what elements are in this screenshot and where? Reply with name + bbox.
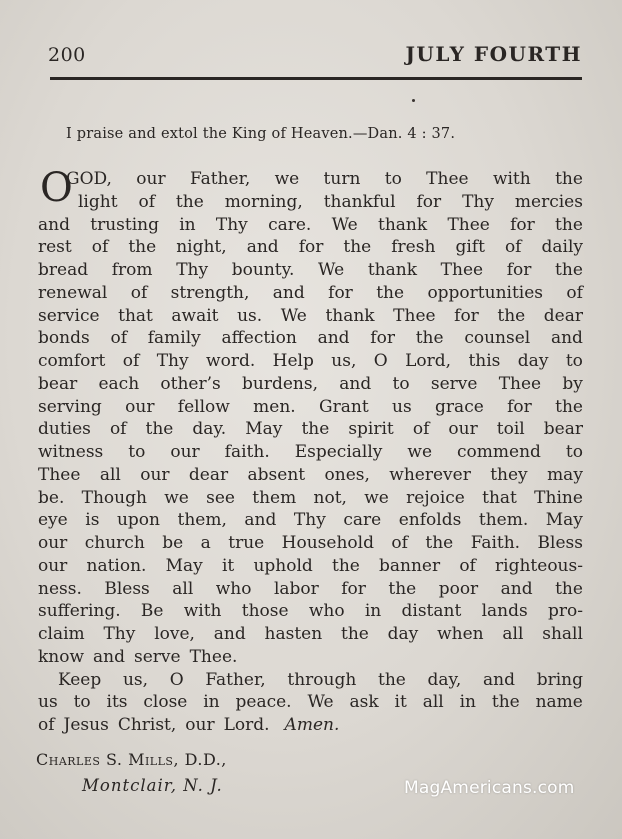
prayer-word: our — [38, 533, 68, 553]
prayer-word: and — [339, 373, 372, 394]
prayer-word: for — [454, 305, 479, 326]
prayer-word: fresh — [391, 237, 436, 258]
prayer-word: word. — [206, 351, 256, 371]
prayer-word: of — [130, 282, 148, 303]
prayer-word: love, — [154, 624, 195, 644]
prayer-word: family — [147, 328, 201, 349]
prayer-word: enfolds — [398, 510, 462, 531]
prayer-word: poor — [438, 578, 479, 599]
prayer-word: to — [128, 442, 146, 462]
prayer-word: for — [328, 282, 353, 303]
prayer-word: to — [565, 351, 583, 371]
prayer-word: when — [437, 624, 484, 644]
prayer-word: church — [84, 533, 145, 553]
prayer-word: We — [331, 214, 358, 235]
prayer-word: Christ, — [117, 715, 177, 735]
prayer-line — [38, 555, 583, 578]
prayer-word: daily — [541, 237, 583, 258]
prayer-word: Thine — [534, 487, 583, 508]
prayer-word: true — [228, 533, 265, 553]
prayer-word: all — [99, 464, 121, 485]
prayer-word: of — [138, 191, 155, 212]
prayer-word: May — [245, 419, 283, 440]
prayer-word: Thee — [447, 214, 490, 235]
prayer-word: spirit — [348, 419, 394, 440]
prayer-word: the — [331, 555, 360, 576]
prayer-word: turn — [323, 169, 361, 189]
prayer-word: be. — [38, 487, 65, 508]
prayer-word: Father, — [189, 169, 251, 189]
prayer-word: serving — [38, 396, 102, 417]
prayer-word: to — [565, 442, 583, 462]
prayer-word: Thy — [293, 510, 326, 531]
prayer-word: Thy — [156, 351, 189, 371]
prayer-word: of — [91, 237, 109, 258]
prayer-word: to — [73, 692, 91, 713]
prayer-word: of — [109, 419, 127, 440]
prayer-word: this — [468, 351, 501, 371]
prayer-word: close — [143, 692, 188, 713]
prayer-word: for — [298, 237, 324, 258]
prayer-word: a — [200, 533, 211, 553]
prayer-word: the — [555, 578, 583, 599]
prayer-word: We — [318, 260, 345, 280]
prayer-word: the — [491, 692, 520, 713]
prayer-word: the — [415, 328, 444, 349]
prayer-word: and — [93, 646, 126, 667]
prayer-word: Though — [81, 487, 147, 508]
prayer-word: ask — [349, 692, 379, 713]
prayer-word: our — [185, 715, 215, 735]
prayer-word: day, — [427, 669, 462, 690]
prayer-word: renewal — [38, 282, 108, 303]
prayer-word: eye — [38, 510, 68, 531]
prayer-line — [38, 191, 583, 214]
prayer-word: of — [110, 328, 127, 349]
prayer-word: and — [246, 237, 279, 258]
prayer-word: for — [416, 191, 442, 212]
prayer-word: Grant — [319, 396, 369, 417]
prayer-word: bring — [536, 669, 583, 690]
prayer-word: We — [280, 305, 307, 326]
prayer-word: Bless — [104, 578, 150, 599]
prayer-word: service — [38, 305, 100, 326]
prayer-line — [38, 487, 583, 510]
prayer-word: ness. — [38, 578, 82, 599]
prayer-word: the — [425, 533, 454, 553]
prayer-word: bread — [38, 260, 89, 280]
prayer-word: Lord, — [405, 351, 452, 371]
prayer-word: bear — [38, 373, 78, 394]
prayer-word: the — [145, 419, 174, 440]
prayer-word: of — [38, 715, 55, 735]
prayer-word: the — [388, 578, 417, 599]
prayer-word: the — [301, 419, 330, 440]
prayer-word: for — [370, 328, 395, 349]
prayer-line — [38, 236, 583, 259]
prayer-word: Thy — [215, 214, 248, 235]
prayer-word: in — [179, 214, 196, 235]
prayer-word: Faith. — [470, 533, 521, 553]
prayer-word: who — [215, 578, 252, 599]
prayer-word: the — [497, 305, 526, 326]
prayer-word: them — [252, 487, 297, 508]
prayer-word: in — [203, 692, 220, 713]
prayer-word: counsel — [464, 328, 531, 349]
prayer-word: We — [307, 692, 334, 713]
prayer-word: the — [175, 191, 204, 212]
prayer-word: lands — [481, 601, 528, 622]
prayer-word: Thee. — [189, 646, 238, 667]
prayer-line — [38, 259, 583, 282]
prayer-word: thankful — [323, 191, 396, 212]
prayer-word: name — [535, 692, 583, 713]
prayer-line — [38, 646, 583, 669]
epigraph: I praise and extol the King of Heaven.—Dan. 4 : 37. — [66, 126, 456, 142]
prayer-word: us — [38, 692, 58, 713]
prayer-word: absent — [247, 464, 306, 485]
prayer-word: May — [165, 555, 203, 576]
prayer-word: to — [384, 169, 402, 189]
prayer-word: day — [517, 351, 549, 371]
prayer-word: rejoice — [406, 487, 465, 508]
prayer-word: grace — [435, 396, 484, 417]
prayer-word: we — [364, 487, 389, 508]
page-number: 200 — [48, 44, 86, 66]
prayer-word: Thee — [393, 305, 436, 326]
prayer-word: each — [98, 373, 140, 394]
prayer-word: who — [308, 601, 345, 622]
prayer-word: toil — [496, 419, 525, 440]
prayer-word: Thee — [426, 169, 469, 189]
prayer-line — [38, 441, 583, 464]
prayer-word: and — [244, 510, 277, 531]
prayer-word: opportunities — [427, 282, 544, 303]
prayer-word: thank — [378, 214, 428, 235]
prayer-line — [38, 691, 583, 714]
signature-name: Charles S. Mills, D.D., — [36, 750, 227, 769]
prayer-word: Lord. — [223, 715, 270, 735]
prayer-word: Thy — [103, 624, 136, 644]
prayer-word: pro- — [547, 601, 583, 622]
prayer-word: uphold — [253, 555, 313, 576]
prayer-word: Help — [272, 351, 314, 371]
prayer-word: await — [171, 305, 219, 326]
prayer-word: Thy — [176, 260, 209, 280]
prayer-word: all — [422, 692, 444, 713]
prayer-word: may — [547, 464, 583, 485]
prayer-word: thank — [367, 260, 417, 280]
prayer-word: commend — [457, 442, 541, 462]
prayer-word: we — [164, 487, 189, 508]
prayer-word: rest — [38, 237, 72, 258]
prayer-word: distant — [401, 601, 462, 622]
prayer-word: our — [448, 419, 478, 440]
prayer-word: day. — [192, 419, 227, 440]
prayer-word: be — [162, 533, 184, 553]
prayer-word: with — [183, 601, 222, 622]
drop-cap: O — [40, 165, 73, 211]
prayer-line — [38, 623, 583, 646]
prayer-word: peace. — [235, 692, 292, 713]
prayer-word: us. — [237, 305, 263, 326]
prayer-word: righteous- — [495, 555, 583, 576]
prayer-word: we — [274, 169, 300, 189]
prayer-word: the — [343, 237, 372, 258]
prayer-word: other’s — [160, 373, 221, 394]
prayer-word: our — [125, 396, 155, 417]
prayer-line — [38, 532, 583, 555]
prayer-word: Household — [281, 533, 374, 553]
prayer-line — [38, 350, 583, 373]
prayer-word: with — [492, 169, 531, 189]
prayer-word: serve — [430, 373, 478, 394]
prayer-word: comfort — [38, 351, 106, 371]
prayer-word: Thee — [38, 464, 81, 485]
prayer-word: suffering. — [38, 601, 121, 622]
prayer-word: Jesus — [63, 715, 109, 735]
prayer-word: the — [376, 282, 405, 303]
prayer-word: of — [391, 533, 408, 553]
prayer-word: not, — [313, 487, 347, 508]
prayer-word: by — [562, 373, 583, 394]
prayer-word: Keep — [58, 669, 102, 690]
prayer-word: O — [169, 669, 184, 690]
prayer-word: and — [483, 669, 515, 690]
prayer-word: the — [128, 237, 157, 258]
prayer-word: and — [38, 214, 70, 235]
prayer-word: us — [392, 396, 412, 417]
prayer-word: it — [394, 692, 407, 713]
prayer-word: May — [545, 510, 583, 531]
prayer-line — [38, 714, 583, 737]
prayer-word: its — [106, 692, 128, 713]
prayer-word: our — [140, 464, 170, 485]
prayer-word: labor — [273, 578, 319, 599]
prayer-line — [38, 464, 583, 487]
prayer-word: them, — [177, 510, 227, 531]
prayer-word: men. — [253, 396, 296, 417]
prayer-word: know — [38, 646, 85, 667]
prayer-word: that — [118, 305, 153, 326]
prayer-word: wherever — [389, 464, 471, 485]
prayer-word: light — [78, 191, 118, 212]
prayer-body — [38, 165, 583, 737]
prayer-word: of — [504, 237, 522, 258]
prayer-word: the — [341, 624, 369, 644]
prayer-word: nation. — [86, 555, 147, 576]
prayer-word: and — [500, 578, 533, 599]
prayer-word: Thee — [440, 260, 484, 280]
prayer-word: care. — [268, 214, 312, 235]
prayer-line — [38, 282, 583, 305]
prayer-word: Thee — [498, 373, 542, 394]
prayer-word: thank — [325, 305, 375, 326]
prayer-word: us, — [122, 669, 149, 690]
prayer-line — [38, 509, 583, 532]
prayer-word: the — [377, 669, 406, 690]
prayer-word: serve — [134, 646, 181, 667]
prayer-word: we — [407, 442, 433, 462]
prayer-line — [38, 600, 583, 623]
prayer-word: burdens, — [242, 373, 319, 394]
prayer-word: the — [555, 169, 583, 189]
prayer-word: night, — [176, 237, 227, 258]
prayer-word: and — [272, 282, 305, 303]
prayer-word: bonds — [38, 328, 90, 349]
prayer-word: duties — [38, 419, 91, 440]
prayer-word: faith. — [224, 442, 270, 462]
prayer-word: Thy — [462, 191, 494, 212]
prayer-word: hasten — [264, 624, 323, 644]
prayer-word: claim — [38, 624, 85, 644]
prayer-line — [38, 305, 583, 328]
prayer-word: O — [373, 351, 388, 371]
prayer-word: shall — [542, 624, 583, 644]
prayer-word: of — [412, 419, 430, 440]
prayer-word: for — [510, 214, 535, 235]
prayer-word: for — [341, 578, 366, 599]
signature-place: Montclair, N. J. — [82, 776, 223, 795]
prayer-line — [38, 373, 583, 396]
prayer-word: in — [459, 692, 476, 713]
prayer-line — [38, 214, 583, 237]
prayer-word: Be — [140, 601, 164, 622]
prayer-word: our — [38, 555, 68, 576]
prayer-word: trusting — [90, 214, 159, 235]
prayer-word: banner — [379, 555, 441, 576]
prayer-word: Bless — [537, 533, 583, 553]
prayer-word: mercies — [514, 191, 583, 212]
prayer-word: the — [555, 260, 583, 280]
prayer-word: all — [172, 578, 194, 599]
running-head-title: JULY FOURTH — [405, 42, 582, 66]
prayer-word: care — [343, 510, 382, 531]
prayer-word: upon — [116, 510, 160, 531]
prayer-word: Especially — [294, 442, 383, 462]
prayer-line — [38, 168, 583, 191]
prayer-word: fellow — [177, 396, 230, 417]
prayer-word: our — [136, 169, 166, 189]
prayer-word: our — [170, 442, 200, 462]
prayer-line — [38, 669, 583, 692]
prayer-word: bounty. — [231, 260, 295, 280]
prayer-word: gift — [455, 237, 485, 258]
prayer-word: the — [555, 396, 583, 417]
watermark: MagAmericans.com — [404, 778, 575, 798]
prayer-word: ones, — [324, 464, 370, 485]
ink-speck — [412, 99, 415, 102]
prayer-line — [38, 418, 583, 441]
prayer-word: dear — [543, 305, 583, 326]
prayer-word: from — [111, 260, 153, 280]
prayer-word: it — [221, 555, 235, 576]
prayer-word: Father, — [205, 669, 266, 690]
prayer-word: morning, — [224, 191, 303, 212]
prayer-word: is — [85, 510, 100, 531]
prayer-word: to — [392, 373, 410, 394]
prayer-word: day — [387, 624, 419, 644]
prayer-word: through — [287, 669, 357, 690]
prayer-word: and — [317, 328, 350, 349]
prayer-word: all — [502, 624, 524, 644]
prayer-word: for — [507, 396, 532, 417]
prayer-word: affection — [221, 328, 297, 349]
prayer-word: and — [550, 328, 583, 349]
prayer-word: and — [213, 624, 246, 644]
prayer-word: GOD, — [66, 169, 112, 189]
prayer-word: us, — [331, 351, 357, 371]
prayer-word: bear — [543, 419, 583, 440]
prayer-line — [38, 327, 583, 350]
prayer-word: dear — [188, 464, 229, 485]
header-rule — [50, 77, 582, 80]
prayer-line — [38, 396, 583, 419]
prayer-word: them. — [478, 510, 529, 531]
prayer-word: of — [122, 351, 140, 371]
prayer-word: for — [506, 260, 532, 280]
prayer-word: see — [206, 487, 235, 508]
prayer-word: strength, — [170, 282, 250, 303]
prayer-line — [38, 578, 583, 601]
prayer-word: those — [241, 601, 289, 622]
prayer-word: of — [566, 282, 583, 303]
prayer-word: of — [459, 555, 476, 576]
prayer-word: they — [490, 464, 528, 485]
prayer-word: that — [482, 487, 517, 508]
amen: Amen. — [284, 715, 340, 735]
prayer-word: in — [364, 601, 382, 622]
prayer-word: the — [555, 214, 583, 235]
prayer-word: witness — [38, 442, 104, 462]
